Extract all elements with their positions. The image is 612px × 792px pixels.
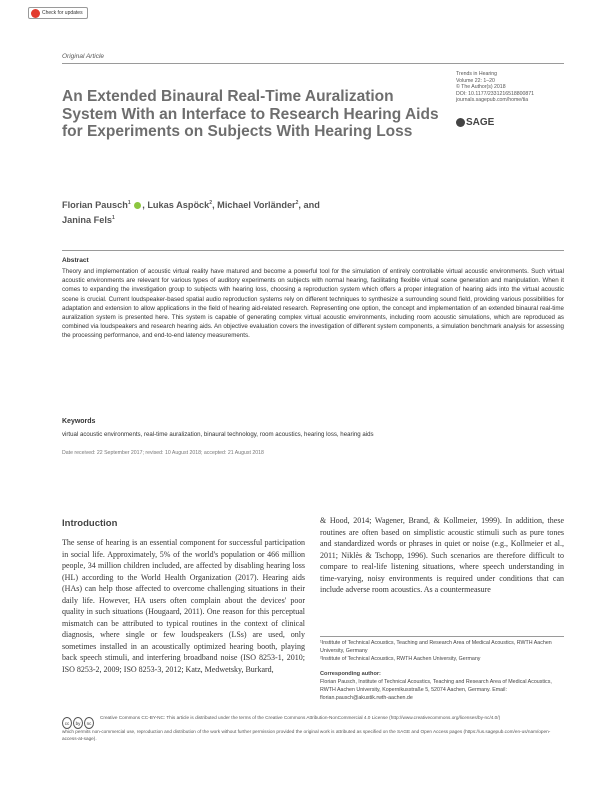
- sage-logo-icon: [456, 118, 465, 127]
- affiliations: [320, 640, 564, 663]
- affiliation-marker: 1: [112, 214, 115, 221]
- journal-name: Trends in Hearing: [456, 71, 498, 77]
- abstract-rule: [62, 250, 564, 251]
- affiliation-marker: 2: [295, 200, 299, 206]
- article-type: Original Article: [62, 53, 105, 60]
- cc-by-icon: by: [73, 717, 83, 729]
- author-name: Janina Fels: [62, 214, 113, 225]
- affiliation-marker: 2: [209, 200, 213, 206]
- header-rule: [62, 63, 564, 64]
- orcid-icon[interactable]: [134, 202, 141, 209]
- intro-left-column: The sense of hearing is an essential component for successful participation in social life. Approximately, 5% of the world's population or 466 million people, 34 million children included, are affected by disabling hearing loss (HL) according to the World Health Organization (2017). Hearing aids (HAs) can help those affected to overcome challenging situations in their daily life. However, HA users often complain about the devices' poor quality in such situations (Hougaard, 2011). One reason for this perceptual mismatch can be attributed to typical routines in the context of clinical diagnosis, where single or few loudspeakers (LSs) are used, only sometimes installed in an acoustically optimized hearing booth, playing back speech stimuli, and interfering broadband noise (ISO 8253-1, 2010; ISO 8253-2, 2009; ISO 8253-3, 2012; Katz, Medwetsky, Burkard,: [62, 538, 305, 674]
- abstract-heading: Abstract: [62, 257, 89, 264]
- license-text: Creative Commons CC-BY-NC: This article is distributed under the terms of the Creative Commons Attribution-NonCommercial 4.0 License (http://www.creativecommons.org/licenses/by-nc/4.0/): [100, 715, 501, 720]
- affiliation-1: ¹Institute of Technical Acoustics, Teaching and Research Area of Medical Acoustics, RWTH Aachen University, Germany: [320, 640, 552, 654]
- author-name: , Lukas Aspöck: [142, 200, 210, 211]
- doi-link[interactable]: DOI: 10.1177/2331216518800871: [456, 90, 535, 97]
- article-title: An Extended Binaural Real-Time Auralization System With an Interface to Research Hearing Aids for Experiments on Subjects With Hearing Loss: [62, 88, 439, 140]
- received-dates: Date received: 22 September 2017; revised: 10 August 2018; accepted: 21 August 2018: [62, 450, 264, 456]
- check-for-updates-label: Check for updates: [42, 10, 83, 16]
- affiliation-marker: 1: [127, 200, 131, 206]
- author-list: [62, 197, 442, 226]
- publisher-logo: [456, 117, 494, 128]
- journal-info: [456, 71, 566, 104]
- affiliation-2: ²Institute of Technical Acoustics, RWTH Aachen University, Germany: [320, 655, 481, 662]
- keywords-heading: Keywords: [62, 418, 96, 425]
- abstract-text: Theory and implementation of acoustic virtual reality have matured and become a powerful tool for the simulation of entirely controllable virtual acoustic environments. Such virtual acoustic environments are relevant for various types of auditory experiments on subjects with normal hearing, facilitating flexible virtual scene generation and manipulation. When it comes to expanding the investigation group to subjects with hearing loss, choosing a reproduction system which offers a proper integration of hearing aids into the virtual acoustic scene is crucial. Current loudspeaker-based spatial audio reproduction systems rely on different techniques to synthesize a surrounding sound field, providing various possibilities for adaptation and extension to allow applications in the field of hearing aid-related research. Representing one option, the concept and implementation of an extended binaural real-time auralization system is presented here. This system is capable of generating complex virtual acoustic environments, including room acoustic simulations, which are reproduced as combined via loudspeakers and research hearing aids. An objective evaluation covers the investigation of different system components, a simulation benchmark analysis for assessing the processing performance, and end-to-end latency measurements.: [62, 268, 564, 340]
- journal-url-link[interactable]: journals.sagepub.com/home/tia: [456, 97, 529, 104]
- section-heading-introduction: Introduction: [62, 518, 118, 529]
- refresh-icon: [31, 9, 40, 18]
- license-text-continued: which permits non-commercial use, reproduction and distribution of the work without further permission provided the original work is attributed as specified on the SAGE and Open Access pages (https://us.sagepub.com/en-us/nam/open-access-at-sage).: [62, 729, 551, 741]
- corresponding-text: Florian Pausch, Institute of Technical Acoustics, Teaching and Research Area of Medical Acoustics, RWTH Aachen University, Kopernikusstraße 5, 52074 Aachen, Germany. Email: florian.pausch@akustik.rwth-aachen.de: [320, 679, 552, 701]
- author-separator: , and: [298, 200, 320, 211]
- journal-volume: Volume 22: 1–20: [456, 77, 495, 84]
- keywords-text: virtual acoustic environments, real-time auralization, binaural technology, room acoustics, hearing loss, hearing aids: [62, 431, 374, 438]
- affiliation-rule: [320, 636, 564, 637]
- cc-nc-icon: nc: [84, 717, 94, 729]
- cc-icon: cc: [62, 717, 72, 729]
- intro-right-column: & Hood, 2014; Wagener, Brand, & Kollmeier, 1999). In addition, these routines are often based on simplistic acoustic stimuli such as pure tones and standardized words or phrases in quiet or noise (e.g., Kollmeier et al., 2011; Niklès & Tschopp, 1996). Such scenarios are therefore difficult to compare to real-life listening situations, where speech understanding in time-varying, noisy environments is required under conditions that can include adverse room acoustics. As a countermeasure: [320, 516, 564, 594]
- creative-commons-icon[interactable]: [62, 717, 94, 729]
- check-for-updates-badge[interactable]: [28, 7, 88, 19]
- author-name: , Michael Vorländer: [212, 200, 296, 211]
- corresponding-heading: Corresponding author:: [320, 671, 381, 677]
- publisher-name: SAGE: [466, 117, 495, 128]
- author-name: Florian Pausch: [62, 200, 128, 211]
- copyright: © The Author(s) 2018: [456, 84, 506, 91]
